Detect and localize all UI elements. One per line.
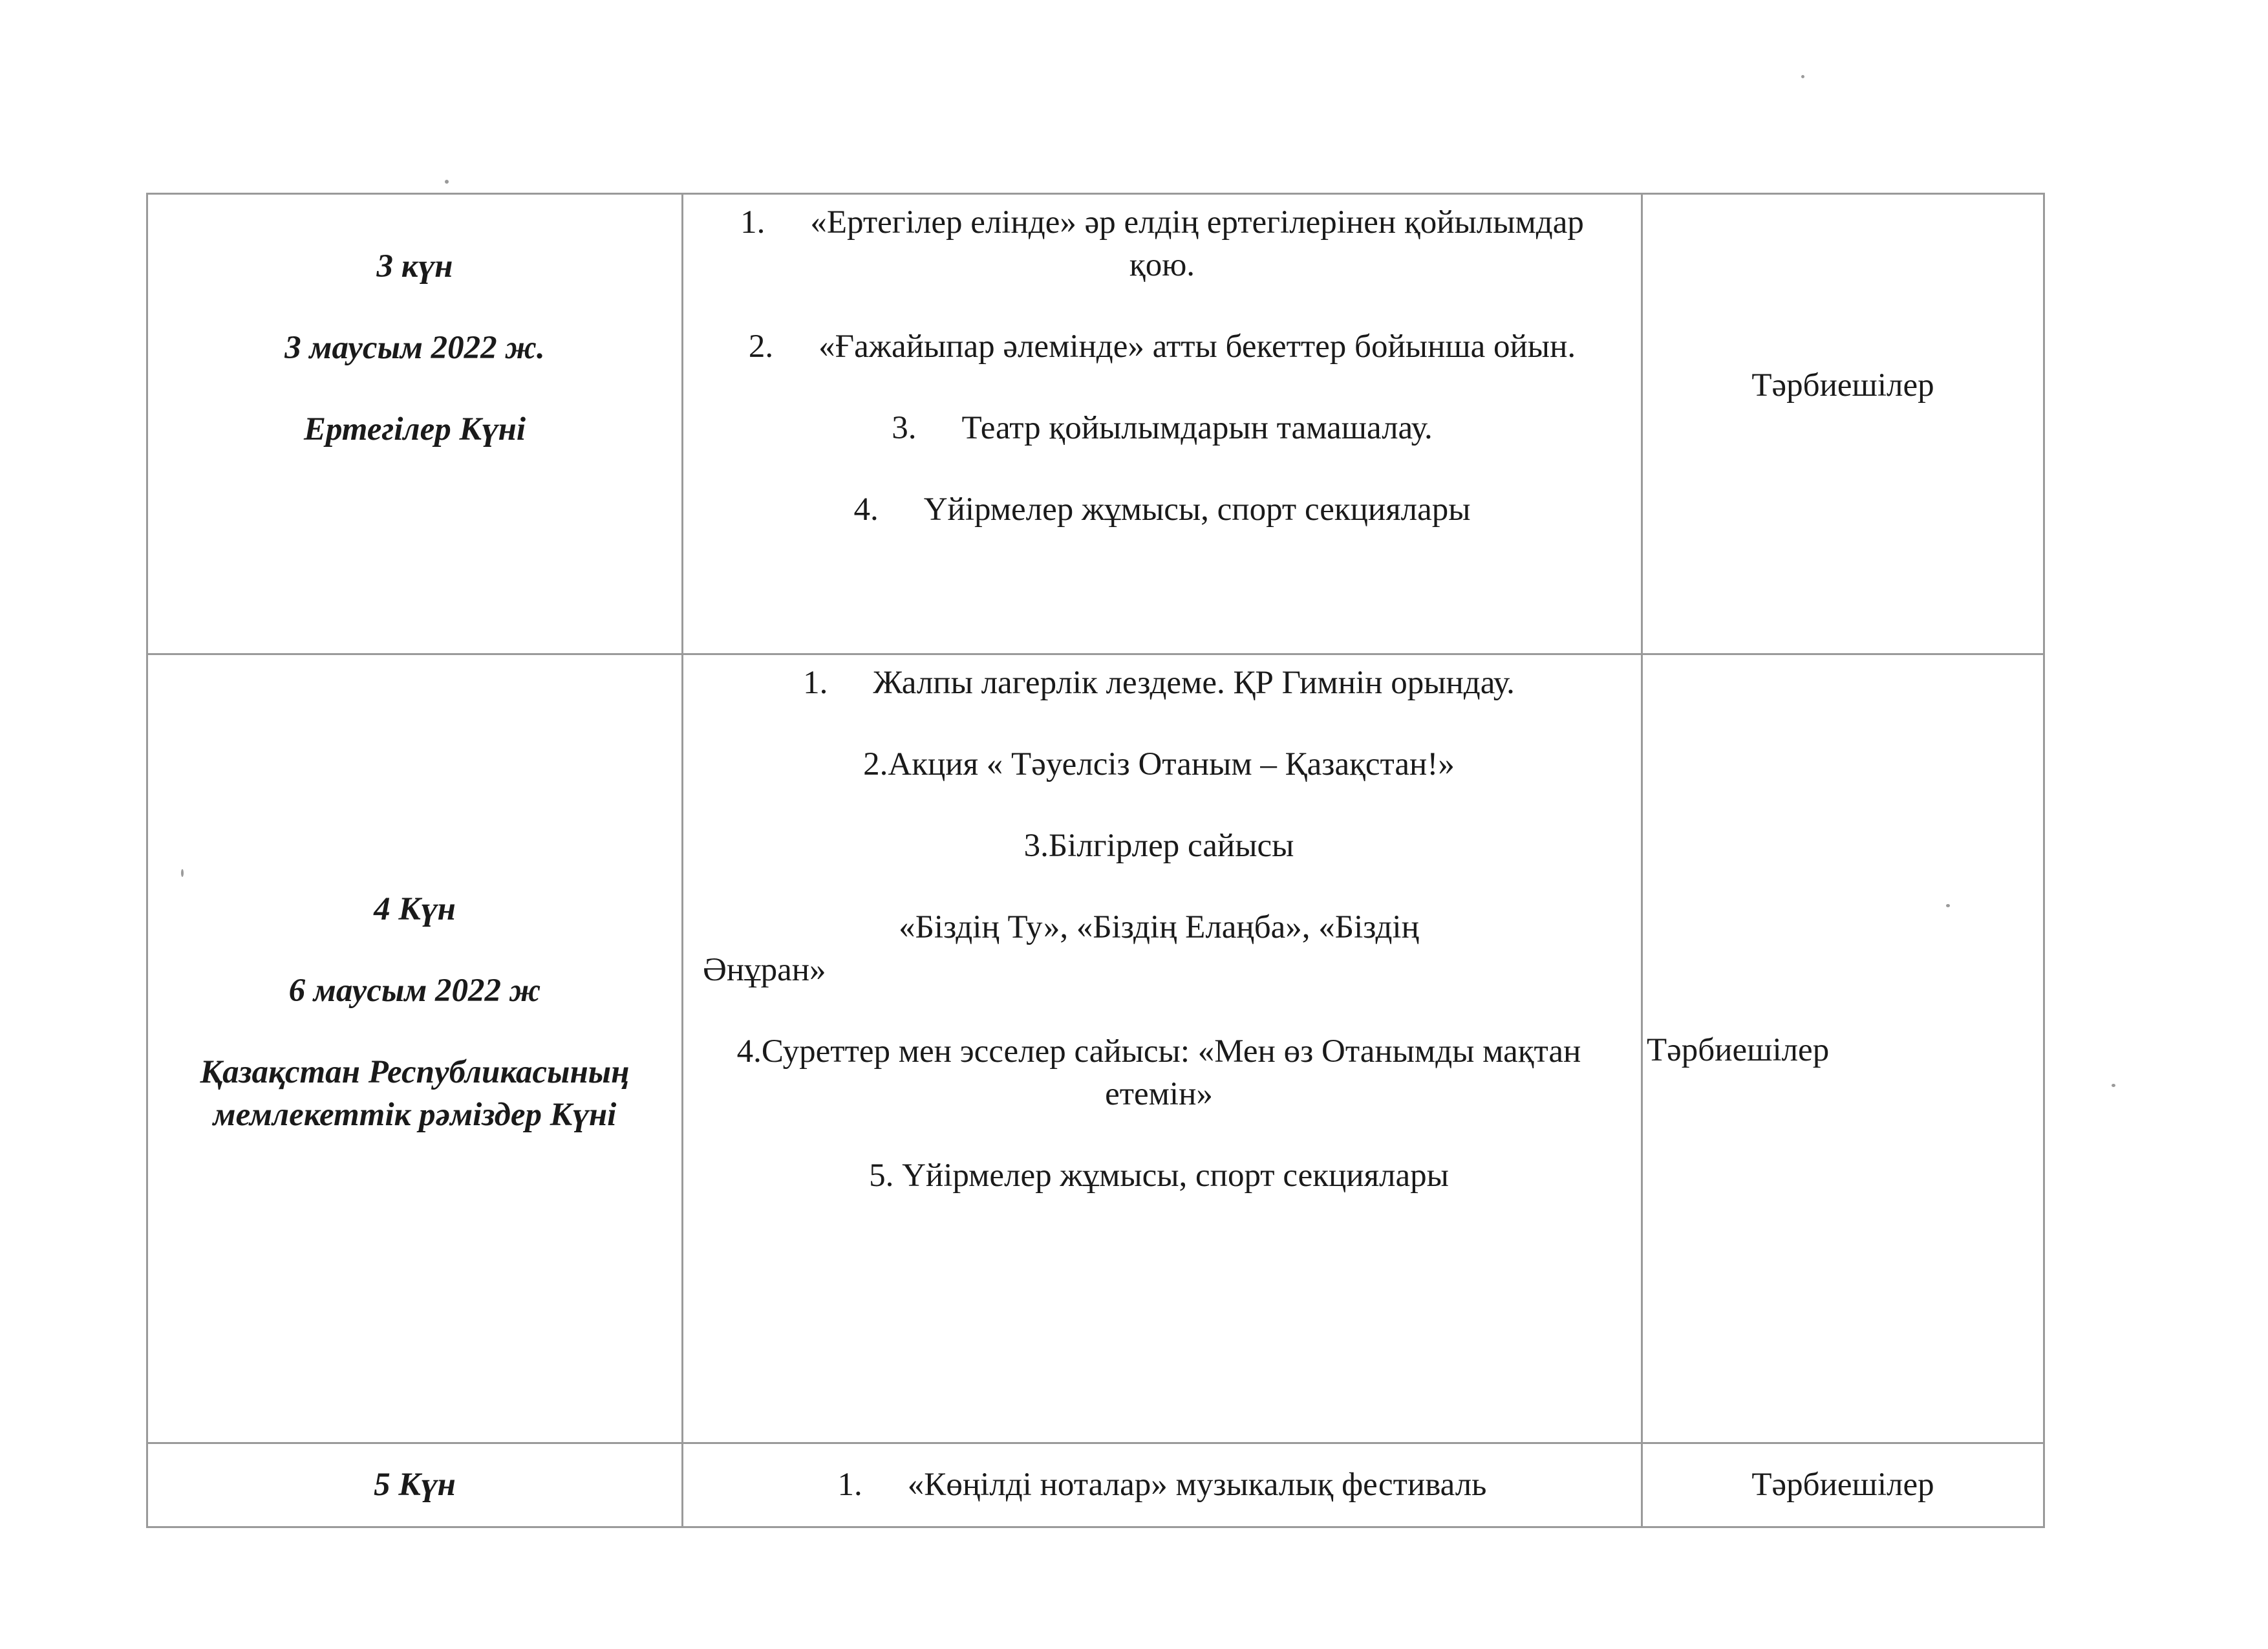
item-number: 1. <box>837 1467 862 1503</box>
item-text: «Ғажайыпар әлемінде» атты бекеттер бойынша ойын. <box>818 329 1576 365</box>
list-item <box>709 488 1615 531</box>
item-text: Жалпы лагерлік лездеме. ҚР Гимнін орындау. <box>873 665 1515 701</box>
responsible-label: Тәрбиешілер <box>1751 1467 1934 1503</box>
item-text: Театр қойылымдарын тамашалау. <box>961 410 1433 446</box>
responsible-cell <box>1642 194 2044 654</box>
table-row <box>147 654 2044 1443</box>
item-number: 3. <box>892 410 917 446</box>
item-text: Үйірмелер жұмысы, спорт секциялары <box>923 491 1471 528</box>
day-theme: Қазақстан Республикасының мемлекеттік рәміздер Күні <box>200 1054 630 1133</box>
responsible-label: Тәрбиешілер <box>1647 1032 1830 1068</box>
list-item <box>709 325 1615 368</box>
scan-speck <box>2112 1084 2115 1087</box>
responsible-label: Тәрбиешілер <box>1751 367 1934 404</box>
item-number: 1. <box>803 665 828 701</box>
item-text: «Ертегілер елінде» әр елдің ертегілерінен қойылымдар қою. <box>810 204 1584 283</box>
date-label: 3 маусым 2022 ж. <box>284 330 545 366</box>
activities-cell <box>683 194 1642 654</box>
responsible-cell <box>1642 1443 2044 1527</box>
list-item <box>709 407 1615 449</box>
list-item: 5. Үйірмелер жұмысы, спорт секциялары <box>869 1158 1449 1194</box>
scan-speck <box>445 180 449 184</box>
day-label: 4 Күн <box>374 891 456 927</box>
date-label: 6 маусым 2022 ж <box>288 973 541 1009</box>
day-theme: Ертегілер Күні <box>303 411 526 447</box>
day-cell <box>147 194 683 654</box>
day-label: 3 күн <box>376 248 453 285</box>
list-item <box>709 201 1615 286</box>
item-number: 1. <box>740 204 765 241</box>
list-item <box>703 906 1615 949</box>
item-text: «Біздің Ту», «Біздің Елаңба», «Біздің <box>899 909 1419 945</box>
list-item: 4.Суреттер мен эсселер сайысы: «Мен өз Отанымды мақтан етемін» <box>736 1033 1581 1112</box>
list-item-continuation: Әнұран» <box>703 952 826 988</box>
camp-schedule-table <box>146 193 2045 1528</box>
table-row <box>147 1443 2044 1527</box>
item-text: «Көңілді ноталар» музыкалық фестиваль <box>907 1467 1487 1503</box>
table-row <box>147 194 2044 654</box>
list-item: 2.Акция « Тәуелсіз Отаным – Қазақстан!» <box>863 746 1455 782</box>
day-cell <box>147 654 683 1443</box>
list-item: 3.Білгірлер сайысы <box>1023 828 1294 864</box>
activities-cell <box>683 654 1642 1443</box>
day-cell <box>147 1443 683 1527</box>
scan-speck <box>181 869 184 877</box>
list-item <box>703 662 1615 704</box>
scan-speck <box>1801 75 1804 78</box>
item-number: 4. <box>853 491 879 528</box>
day-label: 5 Күн <box>374 1467 456 1503</box>
activity-list <box>709 201 1615 531</box>
item-number: 2. <box>748 329 774 365</box>
activities-cell <box>683 1443 1642 1527</box>
scan-speck <box>1946 904 1950 907</box>
responsible-cell <box>1642 654 2044 1443</box>
